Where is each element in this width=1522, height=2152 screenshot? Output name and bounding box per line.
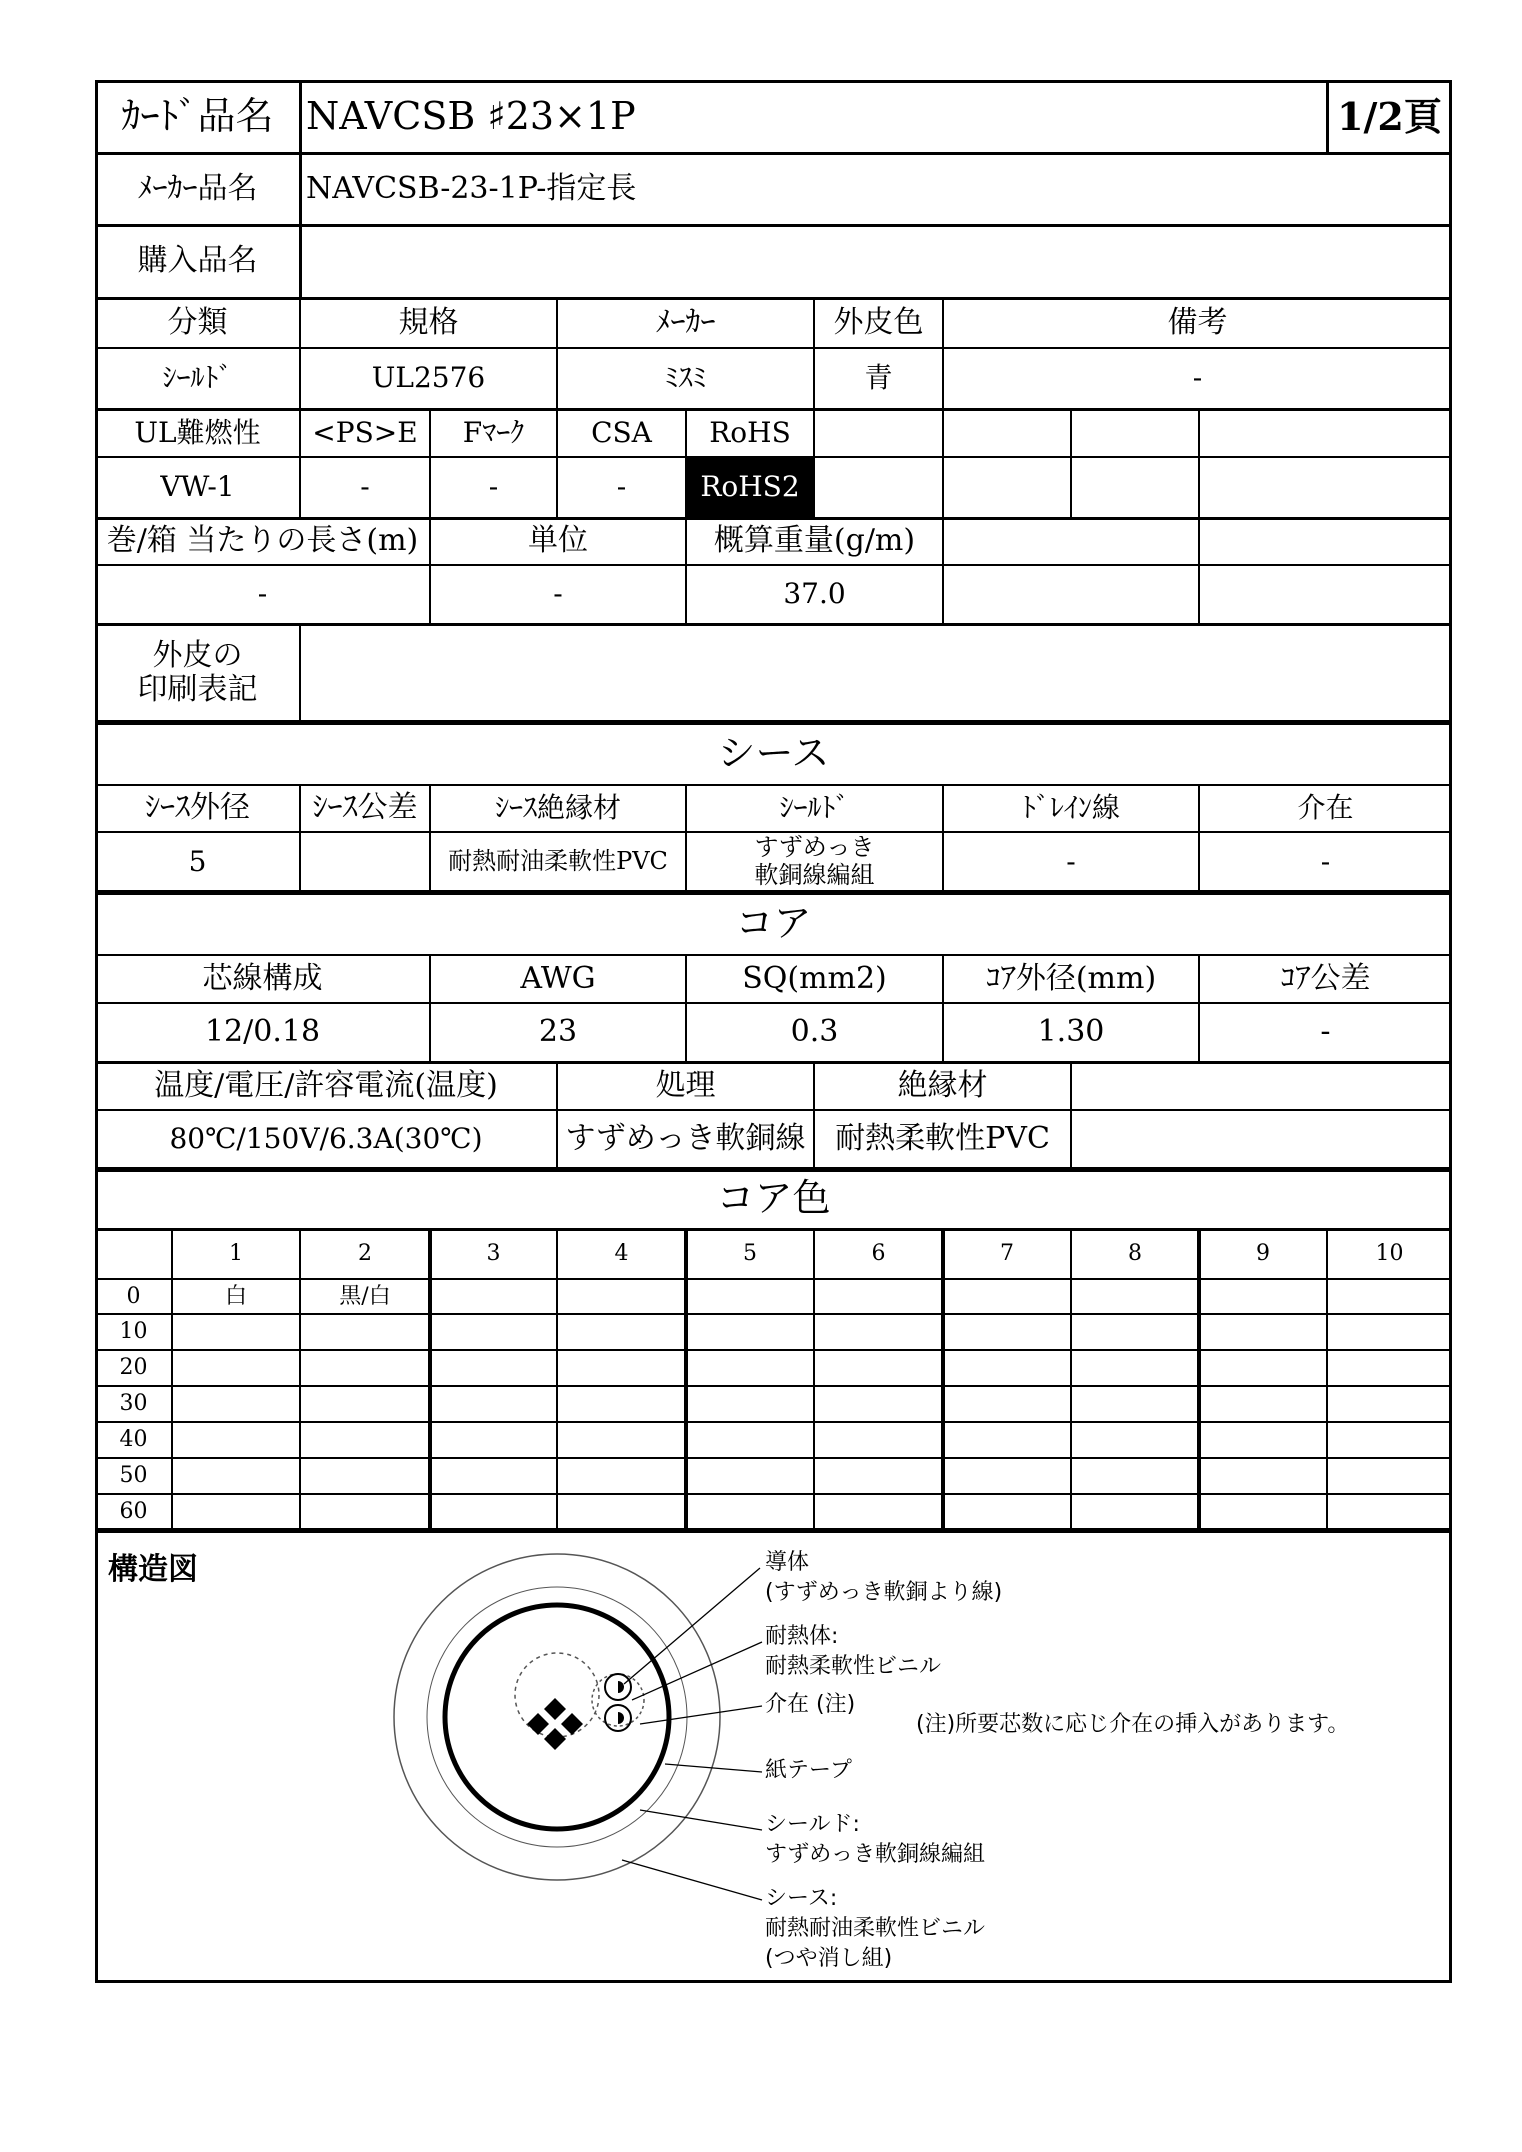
filler-note: (注)所要芯数に応じ介在の挿入があります。 [916, 1712, 1350, 1737]
core-color-column-header: 8 [1128, 1241, 1142, 1267]
classification-header: 外皮色 [833, 304, 924, 340]
core-color-row-label: 30 [119, 1391, 148, 1417]
sheath-header: ﾄﾞﾚｲﾝ線 [1021, 791, 1120, 825]
core-1-conductor [618, 1681, 624, 1693]
classification-value: UL2576 [371, 361, 486, 395]
length-header: 単位 [528, 523, 588, 559]
rating-header: 処理 [655, 1067, 716, 1103]
label-tape: 紙テープ [765, 1758, 852, 1783]
core-color-row-label: 20 [119, 1355, 148, 1381]
sheath-header: ｼｰﾙﾄﾞ [779, 791, 850, 825]
leader-tape [665, 1764, 762, 1772]
core-color-row-label: 50 [119, 1463, 148, 1489]
length-value: 37.0 [783, 577, 846, 611]
rating-value: すずめっき軟銅線 [565, 1121, 806, 1157]
label-insulator: 耐熱体: 耐熱柔軟性ビニル [765, 1624, 942, 1679]
classification-value: ｼｰﾙﾄﾞ [162, 361, 233, 395]
core-color-column-header: 10 [1375, 1241, 1404, 1267]
certification-value: - [488, 470, 499, 504]
core-color-column-header: 2 [358, 1241, 372, 1267]
rating-header: 絶縁材 [897, 1067, 988, 1103]
leader-insulator [632, 1642, 762, 1700]
leader-shield [640, 1810, 762, 1830]
sheath-header: 介在 [1297, 791, 1354, 825]
print-label-line2: 印刷表記 [137, 672, 258, 707]
rating-value: 80℃/150V/6.3A(30℃) [169, 1122, 483, 1156]
certification-value: - [360, 470, 370, 504]
core-color-column-header: 9 [1256, 1241, 1270, 1267]
leader-conductor [624, 1568, 760, 1684]
certification-header: <PS>E [312, 415, 418, 449]
core-header: SQ(mm2) [742, 960, 887, 996]
core-header: 芯線構成 [202, 960, 323, 996]
core-color-column-header: 6 [871, 1241, 886, 1267]
core-color-column-header: 4 [614, 1241, 629, 1267]
core-color-row-label: 40 [119, 1427, 148, 1453]
length-header: 巻/箱 当たりの長さ(m) [106, 523, 419, 559]
classification-header: 規格 [398, 304, 459, 340]
core-color-column-header: 5 [743, 1241, 757, 1267]
shield-line1: すずめっき [754, 833, 875, 862]
label-shield: シールド: すずめっき軟銅線編組 [765, 1812, 986, 1867]
core-color-cell: 白 [224, 1283, 247, 1309]
length-value: - [257, 577, 268, 611]
sheath-header: ｼｰｽ公差 [312, 790, 418, 826]
classification-value: 青 [864, 361, 893, 395]
maker-part-label: ﾒｰｶｰ品名 [137, 170, 258, 206]
classification-value: - [1192, 361, 1203, 395]
filler-diamond [544, 1698, 566, 1720]
rating-header: 温度/電圧/許容電流(温度) [154, 1067, 498, 1103]
certification-header: RoHS [709, 415, 791, 449]
classification-header: 備考 [1167, 304, 1228, 340]
certification-header: Fﾏｰｸ [462, 415, 525, 449]
classification-header: ﾒｰｶｰ [655, 304, 716, 340]
core-value: 12/0.18 [204, 1014, 321, 1050]
certification-header: CSA [591, 415, 652, 449]
certification-header: UL難燃性 [134, 415, 261, 449]
sheath-value: 耐熱耐油柔軟性PVC [448, 847, 668, 876]
length-value: - [553, 577, 563, 611]
core-2-conductor [618, 1712, 624, 1724]
label-sheath: シース: 耐熱耐油柔軟性ビニル (つや消し組) [765, 1886, 986, 1971]
sheath-value: - [1066, 844, 1076, 878]
core-color-column-header: 7 [1000, 1241, 1014, 1267]
classification-header: 分類 [167, 304, 228, 340]
structure-title: 構造図 [108, 1552, 198, 1587]
sheath-title: シース [717, 730, 830, 775]
core-title: コア [735, 900, 812, 945]
core-color-title: コア色 [716, 1176, 831, 1221]
core-value: 1.30 [1037, 1014, 1105, 1050]
core-header: ｺｱ外径(mm) [985, 960, 1157, 996]
purchase-name-label: 購入品名 [137, 243, 258, 279]
sheath-value: - [1320, 844, 1331, 878]
core-value: 0.3 [790, 1014, 839, 1050]
core-value: 23 [538, 1014, 578, 1050]
print-label-line1: 外皮の [152, 637, 243, 673]
core-color-cell: 黒/白 [339, 1283, 391, 1309]
card-name-label: ｶｰﾄﾞ品名 [121, 93, 274, 138]
sheath-header: ｼｰｽ外径 [145, 790, 250, 826]
certification-value: VW-1 [160, 470, 235, 504]
maker-part-value: NAVCSB-23-1P-指定長 [306, 170, 637, 206]
core-header: ｺｱ公差 [1280, 960, 1371, 996]
rohs-badge: RoHS2 [686, 457, 814, 518]
label-conductor: 導体 (すずめっき軟銅より線) [765, 1550, 1003, 1605]
core-color-row-label: 60 [119, 1499, 148, 1525]
leader-filler [640, 1706, 762, 1724]
core-color-row-label: 10 [119, 1319, 148, 1345]
length-header: 概算重量(g/m) [713, 523, 916, 559]
core-color-column-header: 1 [229, 1241, 243, 1267]
core-header: AWG [520, 960, 596, 996]
core-color-row-label: 0 [126, 1283, 141, 1309]
leader-sheath [622, 1860, 762, 1900]
core-color-column-header: 3 [486, 1241, 501, 1267]
sheath-value: 5 [188, 844, 207, 878]
core-value: - [1320, 1014, 1331, 1050]
sheath-header: ｼｰｽ絶縁材 [494, 791, 621, 825]
shield-line2: 軟銅線編組 [754, 861, 875, 889]
card-name-value: NAVCSB ♯23×1P [306, 93, 636, 138]
certification-value: - [616, 470, 627, 504]
rating-value: 耐熱柔軟性PVC [835, 1121, 1050, 1157]
classification-value: ﾐｽﾐ [664, 361, 707, 395]
page-number: 1/2頁 [1337, 93, 1442, 139]
label-filler: 介在 (注) [765, 1692, 856, 1717]
